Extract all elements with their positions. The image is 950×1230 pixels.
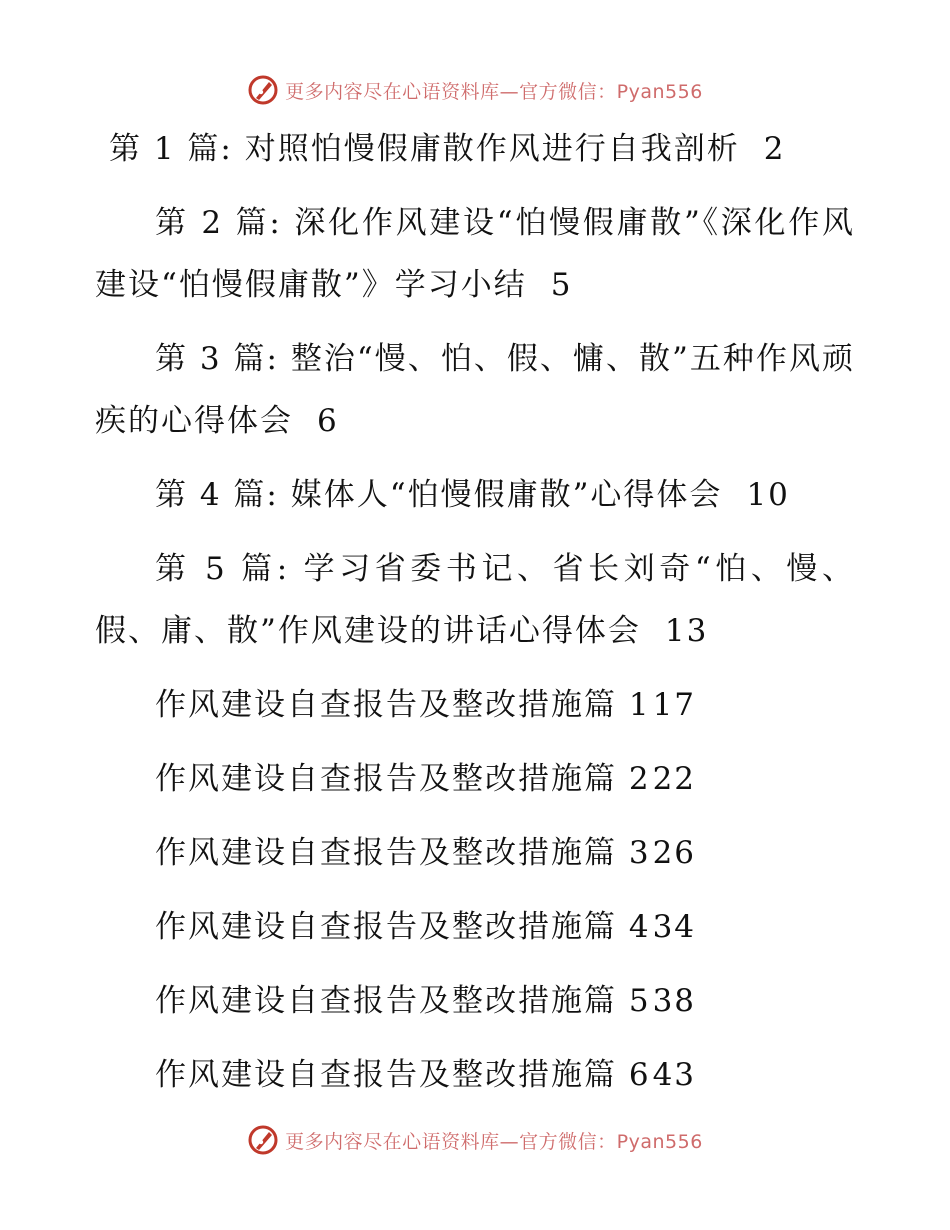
toc-entry-page: 22 (652, 761, 697, 797)
toc-entry-9[interactable] (95, 896, 855, 958)
toc-entry-6[interactable] (95, 674, 855, 736)
quill-logo-icon (247, 74, 279, 106)
toc-entry-title: 第 5 篇: 学习省委书记、省长刘奇“怕、慢、假、庸、散”作风建设的讲话心得体会 (95, 551, 855, 649)
toc-entry-page: 2 (763, 131, 786, 167)
footer-banner (0, 1120, 950, 1160)
toc-entry-page: 17 (652, 687, 697, 723)
banner-text: 更多内容尽在心语资料库—官方微信：Pyan556 (285, 1130, 703, 1153)
toc-entry-page: 34 (652, 909, 697, 945)
quill-logo-icon (247, 1124, 279, 1156)
toc-entry-8[interactable] (95, 822, 855, 884)
toc-entry-title: 第 1 篇: 对照怕慢假庸散作风进行自我剖析 (109, 131, 740, 167)
toc-entry-page: 5 (550, 267, 573, 303)
toc-entry-11[interactable] (95, 1044, 855, 1106)
toc-entry-4[interactable] (95, 464, 855, 526)
toc-entry-title: 第 3 篇: 整治“慢、怕、假、慵、散”五种作风顽疾的心得体会 (95, 341, 855, 439)
toc-entry-10[interactable] (95, 970, 855, 1032)
toc-entry-title: 第 2 篇: 深化作风建设“怕慢假庸散”《深化作风建设“怕慢假庸散”》学习小结 (95, 205, 855, 303)
toc-entry-page: 6 (317, 403, 339, 439)
toc-entry-title: 作风建设自查报告及整改措施篇 6 (155, 1057, 651, 1093)
toc-entry-7[interactable] (95, 748, 855, 810)
banner-text: 更多内容尽在心语资料库—官方微信：Pyan556 (285, 80, 703, 103)
toc-entry-page: 10 (746, 477, 790, 513)
toc-entry-page: 38 (652, 983, 697, 1019)
table-of-contents (95, 118, 855, 1118)
toc-entry-2[interactable] (95, 192, 855, 316)
toc-entry-page: 13 (664, 613, 709, 649)
toc-entry-title: 作风建设自查报告及整改措施篇 2 (155, 761, 651, 797)
header-banner (0, 70, 950, 110)
toc-entry-5[interactable] (95, 538, 855, 662)
toc-entry-1[interactable] (95, 118, 855, 180)
toc-entry-title: 作风建设自查报告及整改措施篇 4 (155, 909, 651, 945)
toc-entry-3[interactable] (95, 328, 855, 452)
toc-entry-page: 26 (652, 835, 697, 871)
toc-entry-title: 作风建设自查报告及整改措施篇 1 (155, 687, 651, 723)
toc-entry-title: 作风建设自查报告及整改措施篇 3 (155, 835, 651, 871)
toc-entry-page: 43 (652, 1057, 697, 1093)
toc-entry-title: 第 4 篇: 媒体人“怕慢假庸散”心得体会 (155, 477, 723, 513)
toc-entry-title: 作风建设自查报告及整改措施篇 5 (155, 983, 651, 1019)
